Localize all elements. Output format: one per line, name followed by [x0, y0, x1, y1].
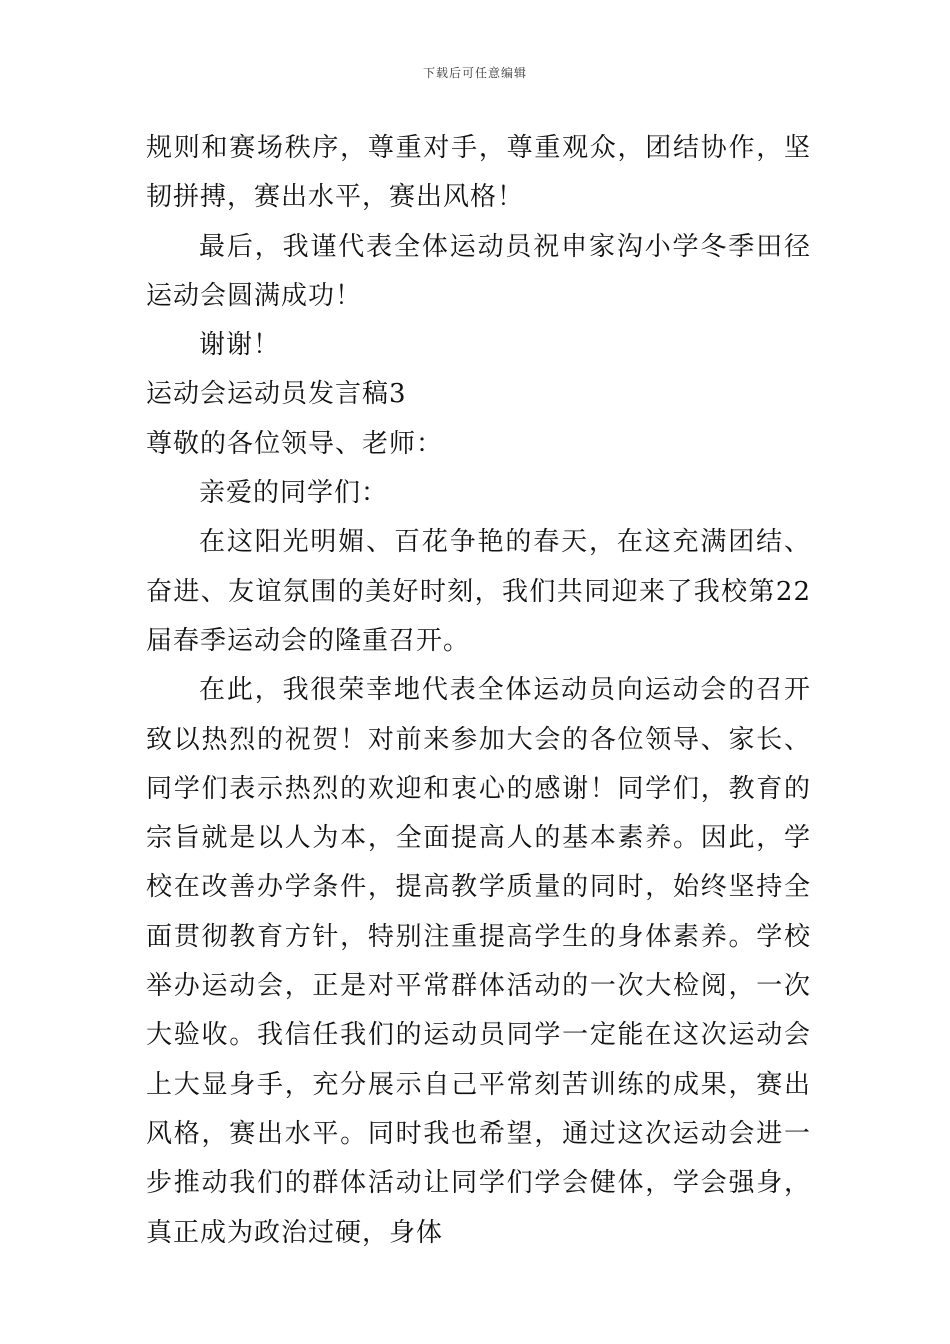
- paragraph: 在此，我很荣幸地代表全体运动员向运动会的召开致以热烈的祝贺！对前来参加大会的各位领导、家长、同学们表示热烈的欢迎和衷心的感谢！同学们，教育的宗旨就是以人为本，全面提高人的基本素养。因此，学校在改善办学条件，提高教学质量的同时，始终坚持全面贯彻教育方针，特别注重提高学生的身体素养。学校举办运动会，正是对平常群体活动的一次大检阅，一次大验收。我信任我们的运动员同学一定能在这次运动会上大显身手，充分展示自己平常刻苦训练的成果，赛出风格，赛出水平。同时我也希望，通过这次运动会进一步推动我们的群体活动让同学们学会健体，学会强身，真正成为政治过硬，身体: [146, 675, 811, 1248]
- paragraph: 在这阳光明媚、百花争艳的春天，在这充满团结、奋进、友谊氛围的美好时刻，我们共同迎来了我校第22届春季运动会的隆重召开。: [146, 527, 811, 656]
- salutation: 尊敬的各位领导、老师：: [146, 428, 444, 459]
- paragraph: 谢谢！: [199, 330, 281, 361]
- paragraph: 规则和赛场秩序，尊重对手，尊重观众，团结协作，坚韧拼搏，赛出水平，赛出风格！: [146, 133, 811, 213]
- page-header: 下载后可任意编辑: [422, 66, 527, 80]
- document-body: [146, 124, 811, 1258]
- salutation: 亲爱的同学们：: [199, 478, 389, 509]
- paragraph: 最后，我谨代表全体运动员祝申家沟小学冬季田径运动会圆满成功！: [146, 231, 811, 311]
- section-title: 运动会运动员发言稿3: [146, 379, 407, 410]
